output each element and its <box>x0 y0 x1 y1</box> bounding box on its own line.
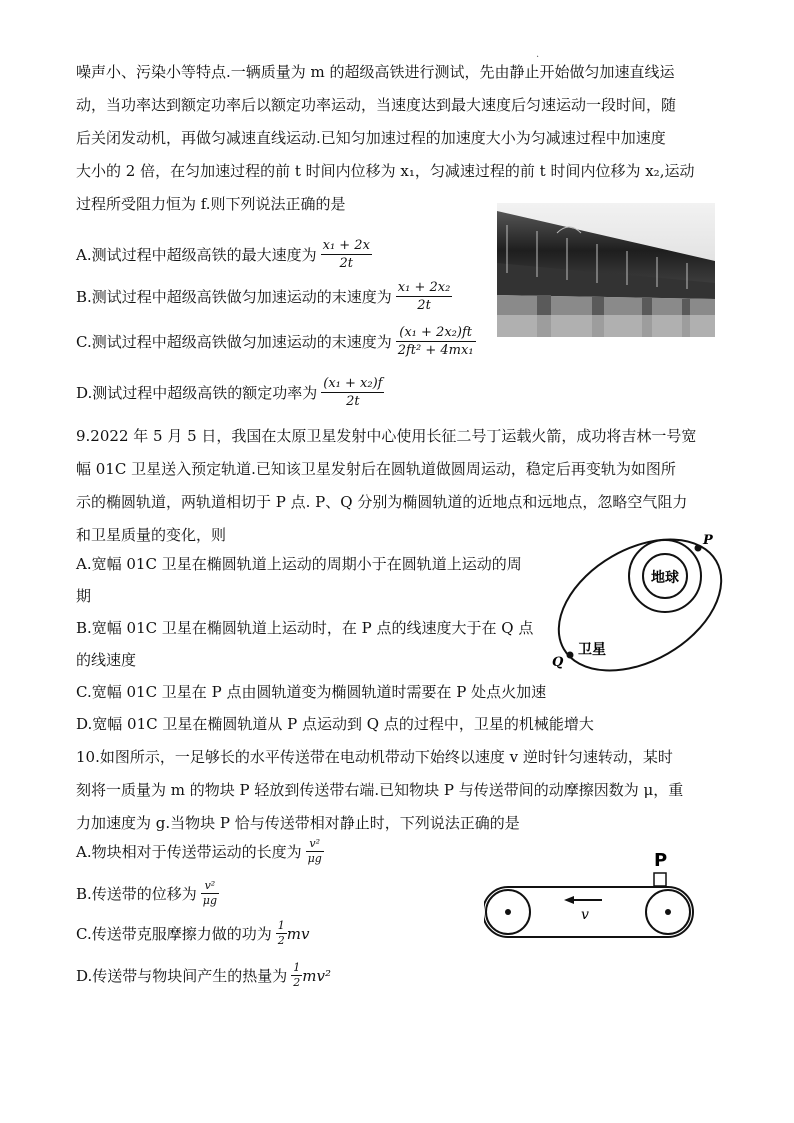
right-pulley-axle <box>665 909 671 915</box>
q8-option-d-num: (x₁ + x₂)f <box>323 376 383 391</box>
q10-option-d-num: 1 <box>293 961 301 974</box>
q10-option-d-text: D.传送带与物块间产生的热量为 <box>76 967 288 985</box>
q8-option-c-text: C.测试过程中超级高铁做匀加速运动的末速度为 <box>76 333 392 351</box>
q8-line-4: 大小的 2 倍，在匀加速过程的前 t 时间内位移为 x₁，匀减速过程的前 t 时间内位移为 x₂,运动 <box>76 162 695 180</box>
q8-option-b-text: B.测试过程中超级高铁做匀加速运动的末速度为 <box>76 288 392 306</box>
point-p-label: P <box>703 533 713 548</box>
q8-option-d-fraction <box>321 376 384 409</box>
q9-line-1: 9.2022 年 5 月 5 日，我国在太原卫星发射中心使用长征二号丁运载火箭，成功将吉林一号宽 <box>76 427 697 445</box>
q10-line-2: 刻将一质量为 m 的物块 P 轻放到传送带右端.已知物块 P 与传送带间的动摩擦因数为 μ，重 <box>76 781 684 799</box>
q8-option-a-den: 2t <box>339 256 354 271</box>
q8-option-c <box>76 325 476 358</box>
conveyor-belt-diagram <box>484 840 702 944</box>
q8-line-1: 噪声小、污染小等特点.一辆质量为 m 的超级高铁进行测试，先由静止开始做匀加速直线运 <box>76 63 675 81</box>
q8-option-a-num: x₁ + 2x <box>322 238 370 253</box>
q9-option-a-line-2: 期 <box>76 587 92 605</box>
orbit-diagram <box>548 532 730 682</box>
q8-line-5: 过程所受阻力恒为 f.则下列说法正确的是 <box>76 195 346 213</box>
q9-line-2: 幅 01C 卫星送入预定轨道.已知该卫星发射后在圆轨道做圆周运动，稳定后再变轨为如图所 <box>76 460 676 478</box>
hyperloop-photo <box>497 203 715 337</box>
q10-option-c-den: 2 <box>277 934 285 947</box>
q8-option-c-fraction <box>396 325 476 358</box>
q8-option-c-den: 2ft² + 4mx₁ <box>397 343 474 358</box>
q10-option-a-fraction <box>306 838 324 865</box>
velocity-label: v <box>581 907 589 923</box>
q10-option-c-fraction <box>276 920 287 947</box>
q10-option-a <box>76 838 324 865</box>
q10-option-b <box>76 880 219 907</box>
q10-option-d-fraction <box>291 962 302 989</box>
q8-option-b <box>76 280 452 313</box>
q8-option-d <box>76 376 384 409</box>
q10-option-c-text: C.传送带克服摩擦力做的功为 <box>76 925 272 943</box>
q10-option-c-tail: mv <box>286 924 310 943</box>
q8-option-c-num: (x₁ + 2x₂)ft <box>399 325 472 340</box>
q8-option-b-den: 2t <box>417 298 431 313</box>
q10-option-d-den: 2 <box>293 976 301 989</box>
q9-line-3: 示的椭圆轨道，两轨道相切于 P 点. P、Q 分别为椭圆轨道的近地点和远地点，忽略空气阻力 <box>76 493 688 511</box>
block-p-label: P <box>654 850 668 871</box>
q8-option-a <box>76 238 372 271</box>
q8-line-2: 动，当功率达到额定功率后以额定功率运动，当速度达到最大速度后匀速运动一段时间，随 <box>76 96 677 114</box>
q10-option-a-num: v² <box>309 837 321 850</box>
point-p-dot <box>695 545 702 552</box>
q10-option-b-den: μg <box>202 894 217 907</box>
q8-option-d-den: 2t <box>346 394 360 409</box>
satellite-label: 卫星 <box>578 642 606 658</box>
q9-line-4: 和卫星质量的变化，则 <box>76 526 227 544</box>
q10-line-3: 力加速度为 g.当物块 P 恰与传送带相对静止时，下列说法正确的是 <box>76 814 520 832</box>
q10-option-c <box>76 920 309 947</box>
top-mark: · <box>536 52 540 63</box>
left-pulley-axle <box>505 909 511 915</box>
elliptical-orbit <box>548 532 730 682</box>
q9-option-c: C.宽幅 01C 卫星在 P 点由圆轨道变为椭圆轨道时需要在 P 处点火加速 <box>76 683 547 701</box>
q10-option-b-num: v² <box>204 879 216 892</box>
point-q-dot <box>567 652 574 659</box>
velocity-arrow-head <box>564 896 574 904</box>
q9-option-d: D.宽幅 01C 卫星在椭圆轨道从 P 点运动到 Q 点的过程中，卫星的机械能增大 <box>76 715 594 733</box>
q9-option-b-line-1: B.宽幅 01C 卫星在椭圆轨道上运动时，在 P 点的线速度大于在 Q 点 <box>76 619 534 637</box>
q10-option-d <box>76 962 331 989</box>
q10-option-a-text: A.物块相对于传送带运动的长度为 <box>76 843 302 861</box>
q8-option-a-fraction <box>321 238 372 271</box>
block-p <box>654 873 666 886</box>
q8-option-a-text: A.测试过程中超级高铁的最大速度为 <box>76 246 317 264</box>
q9-option-a-line-1: A.宽幅 01C 卫星在椭圆轨道上运动的周期小于在圆轨道上运动的周 <box>76 555 522 573</box>
q8-option-b-num: x₁ + 2x₂ <box>397 280 451 295</box>
earth-label: 地球 <box>651 570 679 586</box>
q8-option-b-fraction <box>396 280 453 313</box>
q8-line-3: 后关闭发动机，再做匀减速直线运动.已知匀加速过程的加速度大小为匀减速过程中加速度 <box>76 129 666 147</box>
q10-option-b-text: B.传送带的位移为 <box>76 885 197 903</box>
q8-option-d-text: D.测试过程中超级高铁的额定功率为 <box>76 384 318 402</box>
q9-option-b-line-2: 的线速度 <box>76 651 137 669</box>
q10-line-1: 10.如图所示，一足够长的水平传送带在电动机带动下始终以速度 v 逆时针匀速转动，某时 <box>76 748 673 766</box>
point-q-label: Q <box>552 655 564 670</box>
q10-option-d-tail: mv² <box>302 966 331 985</box>
q10-option-b-fraction <box>201 880 219 907</box>
q10-option-c-num: 1 <box>277 919 285 932</box>
q10-option-a-den: μg <box>307 852 322 865</box>
